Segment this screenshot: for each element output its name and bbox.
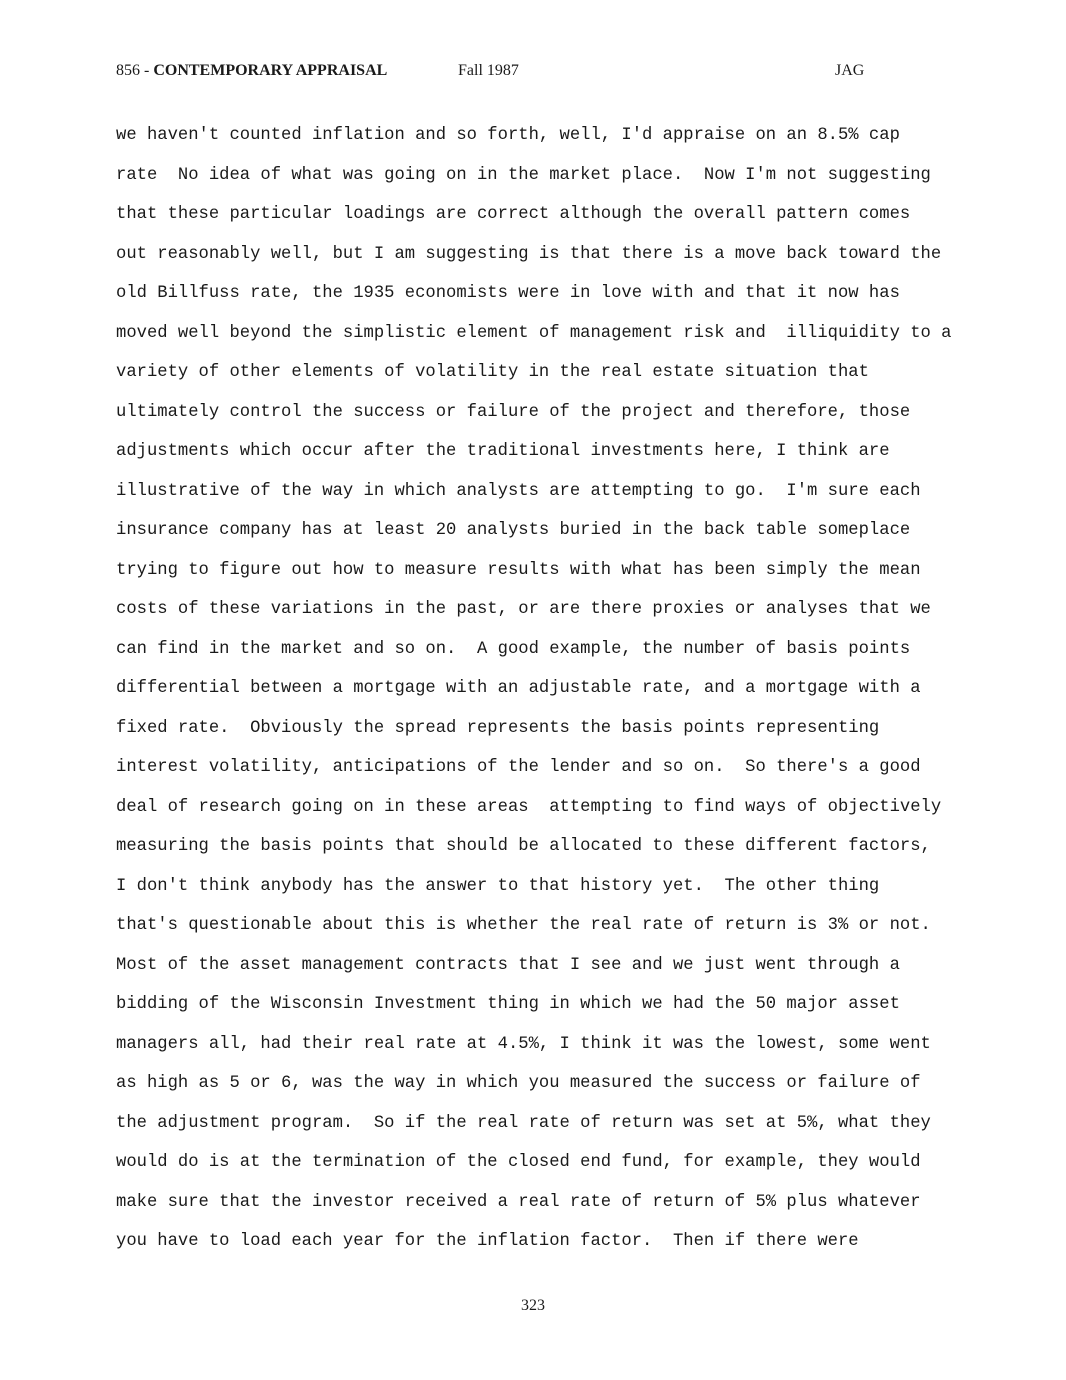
term-label: Fall 1987 bbox=[458, 62, 519, 79]
text-line: managers all, had their real rate at 4.5%, I think it was the lowest, some went bbox=[116, 1034, 931, 1054]
text-line: Most of the asset management contracts that I see and we just went through a bbox=[116, 955, 900, 975]
text-line: the adjustment program. So if the real rate of return was set at 5%, what they bbox=[116, 1113, 931, 1133]
text-line: deal of research going on in these areas attempting to find ways of objectively bbox=[116, 797, 942, 817]
text-line: adjustments which occur after the traditional investments here, I think are bbox=[116, 442, 890, 461]
text-line: ultimately control the success or failure of the project and therefore, those bbox=[116, 402, 911, 422]
text-line: I don't think anybody has the answer to that history yet. The other thing bbox=[116, 876, 880, 896]
text-line: measuring the basis points that should be allocated to these different factors, bbox=[116, 837, 931, 856]
text-line: that these particular loadings are correct although the overall pattern comes bbox=[116, 205, 911, 224]
transcript-body bbox=[116, 124, 1016, 1270]
text-line: you have to load each year for the inflation factor. Then if there were bbox=[116, 1232, 859, 1251]
text-line: trying to figure out how to measure results with what has been simply the mean bbox=[116, 560, 921, 580]
text-line: variety of other elements of volatility in the real estate situation that bbox=[116, 363, 869, 382]
text-line: can find in the market and so on. A good example, the number of basis points bbox=[116, 639, 911, 659]
page-header bbox=[116, 62, 876, 84]
text-line: illustrative of the way in which analysts are attempting to go. I'm sure each bbox=[116, 481, 921, 501]
text-line: differential between a mortgage with an adjustable rate, and a mortgage with a bbox=[116, 679, 921, 698]
text-line: old Billfuss rate, the 1935 economists were in love with and that it now has bbox=[116, 284, 900, 303]
text-line: rate No idea of what was going on in the market place. Now I'm not suggesting bbox=[116, 165, 931, 185]
text-line: moved well beyond the simplistic element of management risk and illiquidity to a bbox=[116, 323, 952, 343]
course-title: CONTEMPORARY APPRAISAL bbox=[153, 62, 388, 79]
text-line: make sure that the investor received a real rate of return of 5% plus whatever bbox=[116, 1192, 921, 1212]
text-line: fixed rate. Obviously the spread represents the basis points representing bbox=[116, 718, 880, 738]
course-number: 856 - bbox=[116, 62, 154, 79]
text-line: out reasonably well, but I am suggesting is that there is a move back toward the bbox=[116, 244, 942, 264]
text-line: we haven't counted inflation and so forth, well, I'd appraise on an 8.5% cap bbox=[116, 126, 900, 145]
text-line: that's questionable about this is whether the real rate of return is 3% or not. bbox=[116, 916, 931, 935]
text-line: would do is at the termination of the closed end fund, for example, they would bbox=[116, 1153, 921, 1172]
course-heading bbox=[116, 62, 387, 80]
page-number: 323 bbox=[521, 1297, 545, 1314]
author-initials: JAG bbox=[835, 62, 865, 79]
text-line: costs of these variations in the past, or are there proxies or analyses that we bbox=[116, 600, 931, 619]
text-line: interest volatility, anticipations of the lender and so on. So there's a good bbox=[116, 758, 921, 777]
text-line: as high as 5 or 6, was the way in which you measured the success or failure of bbox=[116, 1074, 921, 1093]
text-line: bidding of the Wisconsin Investment thing in which we had the 50 major asset bbox=[116, 995, 900, 1014]
text-line: insurance company has at least 20 analysts buried in the back table someplace bbox=[116, 521, 911, 540]
